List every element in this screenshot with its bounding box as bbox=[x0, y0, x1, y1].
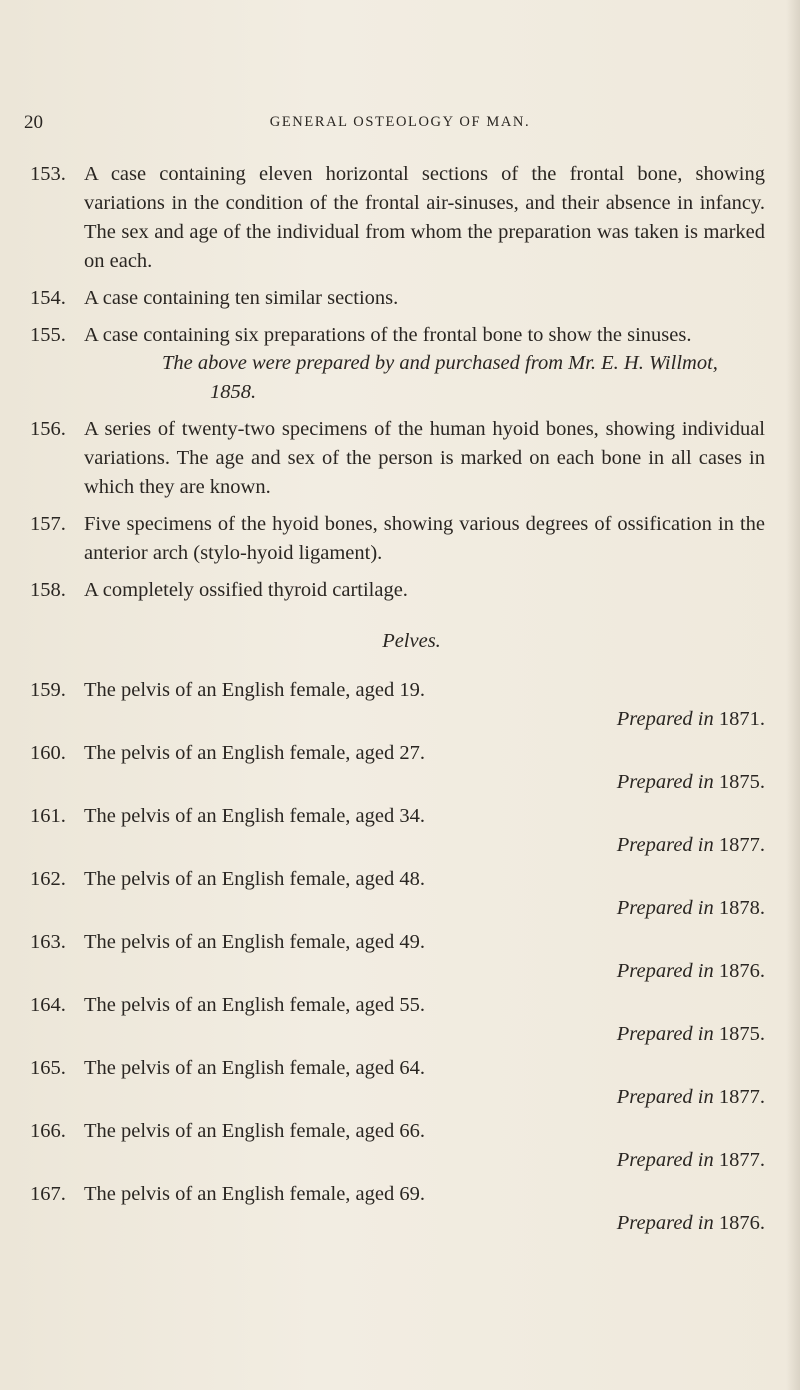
prepared-label: Prepared in bbox=[616, 1086, 714, 1108]
entry-number: 167. bbox=[30, 1183, 66, 1205]
pelvis-entry-162 bbox=[30, 865, 765, 923]
prepared-label: Prepared in bbox=[616, 1023, 714, 1045]
catalogue-entry-153 bbox=[30, 160, 765, 276]
prepared-note bbox=[84, 831, 765, 860]
prepared-note bbox=[84, 705, 765, 734]
entry-text: The pelvis of an English female, aged 49. bbox=[84, 931, 425, 953]
catalogue-entry-158 bbox=[30, 576, 765, 605]
entry-number: 162. bbox=[30, 868, 66, 890]
prepared-label: Prepared in bbox=[616, 771, 714, 793]
prepared-label: Prepared in bbox=[616, 897, 714, 919]
page-number: 20 bbox=[24, 112, 43, 133]
catalogue-entries bbox=[30, 160, 765, 1243]
pelvis-entry-165 bbox=[30, 1054, 765, 1112]
entry-number: 160. bbox=[30, 742, 66, 764]
entry-text: The pelvis of an English female, aged 27. bbox=[84, 742, 425, 764]
entry-number: 164. bbox=[30, 994, 66, 1016]
entry-number: 156. bbox=[30, 418, 66, 440]
pelvis-entry-167 bbox=[30, 1180, 765, 1238]
prepared-year: 1877. bbox=[718, 1086, 765, 1108]
entry-text: The pelvis of an English female, aged 66. bbox=[84, 1120, 425, 1142]
pelvis-entry-160 bbox=[30, 739, 765, 797]
prepared-year: 1871. bbox=[718, 708, 765, 730]
prepared-note bbox=[84, 894, 765, 923]
entry-number: 157. bbox=[30, 513, 66, 535]
catalogue-entry-154 bbox=[30, 284, 765, 313]
prepared-note bbox=[84, 1020, 765, 1049]
catalogue-entry-157 bbox=[30, 510, 765, 568]
prepared-year: 1875. bbox=[718, 771, 765, 793]
entry-text: A case containing eleven horizontal sections of the frontal bone, showing variations in the condition of the frontal air-sinuses, and their absence in infancy. The sex and age of the individual from whom the preparation was taken is marked on each. bbox=[84, 163, 765, 272]
entry-text: The pelvis of an English female, aged 64. bbox=[84, 1057, 425, 1079]
prepared-note bbox=[84, 1209, 765, 1238]
entry-text: The pelvis of an English female, aged 19. bbox=[84, 679, 425, 701]
prepared-label: Prepared in bbox=[616, 708, 714, 730]
entry-credit: The above were prepared by and purchased from Mr. E. H. Willmot, 1858. bbox=[162, 352, 718, 403]
prepared-note bbox=[84, 1083, 765, 1112]
prepared-year: 1877. bbox=[718, 834, 765, 856]
entry-number: 154. bbox=[30, 287, 66, 309]
pelvis-entry-164 bbox=[30, 991, 765, 1049]
entry-text: A series of twenty-two specimens of the human hyoid bones, showing individual variations. The age and sex of the person is marked on each bone in all cases in which they are known. bbox=[84, 418, 765, 498]
prepared-year: 1876. bbox=[718, 1212, 765, 1234]
entry-number: 158. bbox=[30, 579, 66, 601]
entry-text: The pelvis of an English female, aged 48. bbox=[84, 868, 425, 890]
prepared-note bbox=[84, 957, 765, 986]
catalogue-entry-155 bbox=[30, 321, 765, 407]
entry-number: 159. bbox=[30, 679, 66, 701]
entry-text: Five specimens of the hyoid bones, showing various degrees of ossification in the anterior arch (stylo-hyoid ligament). bbox=[84, 513, 765, 564]
pelvis-entry-166 bbox=[30, 1117, 765, 1175]
prepared-year: 1878. bbox=[718, 897, 765, 919]
entry-number: 161. bbox=[30, 805, 66, 827]
prepared-note bbox=[84, 1146, 765, 1175]
entry-text: A completely ossified thyroid cartilage. bbox=[84, 579, 408, 601]
catalogue-entry-156 bbox=[30, 415, 765, 502]
entry-number: 153. bbox=[30, 163, 66, 185]
prepared-year: 1877. bbox=[718, 1149, 765, 1171]
prepared-note bbox=[84, 768, 765, 797]
entry-text: The pelvis of an English female, aged 55. bbox=[84, 994, 425, 1016]
prepared-label: Prepared in bbox=[616, 960, 714, 982]
prepared-label: Prepared in bbox=[616, 834, 714, 856]
entry-number: 163. bbox=[30, 931, 66, 953]
running-title: GENERAL OSTEOLOGY OF MAN. bbox=[269, 114, 531, 130]
pelvis-entry-163 bbox=[30, 928, 765, 986]
prepared-year: 1875. bbox=[718, 1023, 765, 1045]
prepared-label: Prepared in bbox=[616, 1212, 714, 1234]
page-edge-shadow bbox=[786, 0, 800, 1390]
entry-text: The pelvis of an English female, aged 69. bbox=[84, 1183, 425, 1205]
prepared-label: Prepared in bbox=[616, 1149, 714, 1171]
section-heading: Pelves. bbox=[382, 630, 441, 652]
entry-text: A case containing six preparations of the frontal bone to show the sinuses. bbox=[84, 324, 692, 346]
entry-number: 166. bbox=[30, 1120, 66, 1142]
prepared-year: 1876. bbox=[718, 960, 765, 982]
pelvis-entry-161 bbox=[30, 802, 765, 860]
entry-text: The pelvis of an English female, aged 34. bbox=[84, 805, 425, 827]
entry-number: 165. bbox=[30, 1057, 66, 1079]
running-head bbox=[0, 112, 800, 136]
pelvis-entry-159 bbox=[30, 676, 765, 734]
entry-text: A case containing ten similar sections. bbox=[84, 287, 399, 309]
entry-number: 155. bbox=[30, 324, 66, 346]
